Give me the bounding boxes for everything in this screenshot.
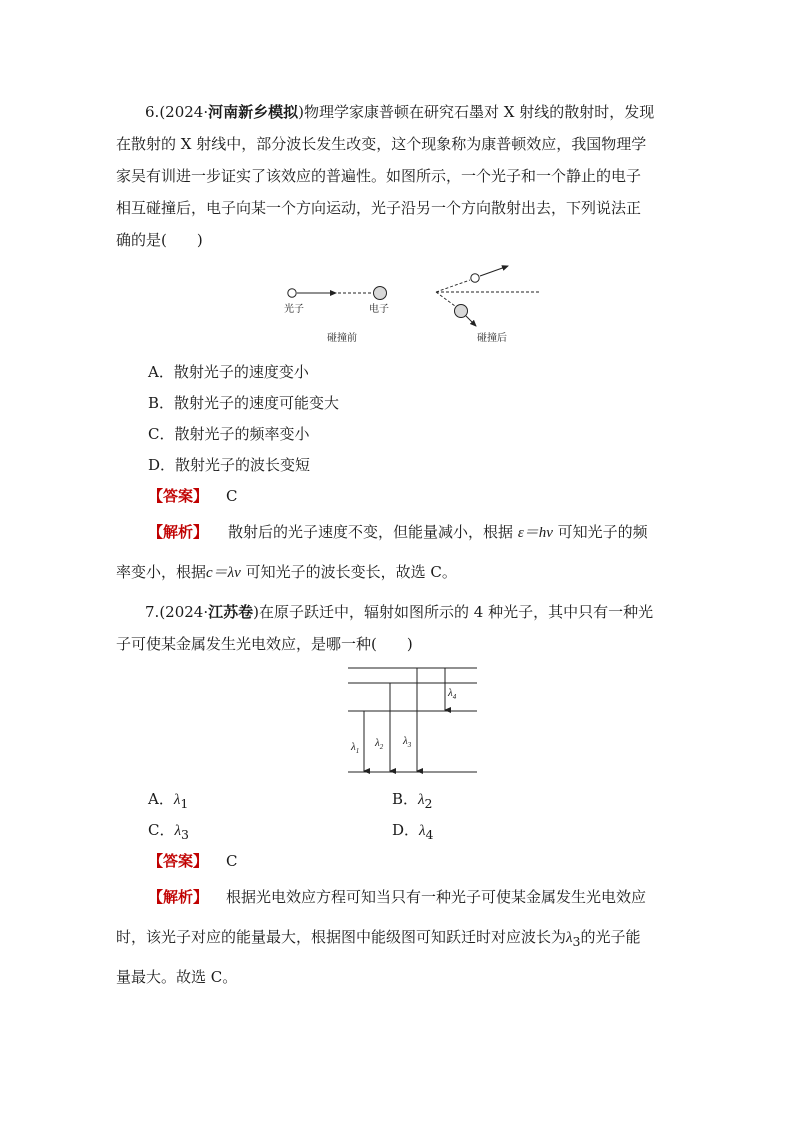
q6-answer — [148, 486, 238, 506]
q6-source-open: (2024· — [159, 103, 209, 121]
electron-before — [374, 287, 387, 300]
q7-option-c: C．$\lambda_3$ — [148, 821, 189, 842]
q6-option-a: A．散射光子的速度变小 — [148, 363, 309, 381]
q6-stem-line-5: 确的是( ) — [116, 231, 203, 249]
q6-option-c: C．散射光子的频率变小 — [148, 425, 310, 443]
answer-tag: 【答案】 — [148, 487, 209, 505]
photon-before — [288, 289, 296, 297]
q6-analysis-line-2: 率变小，根据c＝λν 可知光子的波长变长，故选 C。 — [116, 563, 457, 581]
q7-number: 7. — [145, 603, 160, 621]
caption-after: 碰撞后 — [477, 333, 507, 344]
label-lambda-4: $\lambda_4$ — [448, 687, 457, 701]
analysis-tag: 【解析】 — [148, 888, 209, 906]
q7-option-a: A．$\lambda_1$ — [148, 790, 189, 811]
q6-source: 河南新乡模拟 — [208, 103, 299, 121]
q7-analysis-line-2: 时，该光子对应的能量最大，根据图中能级图可知跃迁时对应波长为$\lambda_3$的光子能 — [116, 928, 641, 949]
q7-stem-line-2: 子可使某金属发生光电效应，是哪一种( ) — [116, 635, 413, 653]
q7-answer — [148, 851, 238, 871]
q7-analysis-line-3: 量最大。故选 C。 — [116, 968, 238, 986]
scattered-photon-path — [436, 280, 470, 292]
label-lambda-1: $\lambda_1$ — [351, 741, 360, 755]
q7-source-open: (2024· — [159, 603, 209, 621]
energy-level-figure — [344, 663, 480, 775]
q6-source-close: ) — [298, 103, 304, 121]
q7-analysis-line-1: 【解析】 根据光电效应方程可知当只有一种光子可使某金属发生光电效应 — [148, 888, 647, 906]
q7-option-d: D．$\lambda_4$ — [392, 821, 434, 842]
electron-path — [436, 292, 455, 306]
photon-after-arrow — [480, 266, 508, 276]
photon-after — [471, 274, 479, 282]
q6-number: 6. — [145, 103, 160, 121]
formula-energy: ε＝hν — [517, 525, 553, 541]
photon-label: 光子 — [284, 304, 304, 315]
analysis-tag: 【解析】 — [148, 523, 209, 541]
q6-option-d: D．散射光子的波长变短 — [148, 456, 311, 474]
answer-value: C — [226, 852, 238, 870]
electron-label: 电子 — [369, 304, 389, 315]
q6-analysis-line-1: 【解析】 散射后的光子速度不变，但能量减小，根据 ε＝hν 可知光子的频 — [148, 523, 648, 541]
q7-stem-line-1 — [145, 602, 653, 622]
q7-source: 江苏卷 — [208, 603, 254, 621]
q6-option-b: B．散射光子的速度可能变大 — [148, 394, 340, 412]
q6-stem-line-3: 家吴有训进一步证实了该效应的普遍性。如图所示，一个光子和一个静止的电子 — [116, 167, 642, 185]
q6-stem-text-1: 物理学家康普顿在研究石墨对 X 射线的散射时，发现 — [303, 103, 655, 121]
q6-stem-line-2: 在散射的 X 射线中，部分波长发生改变，这个现象称为康普顿效应，我国物理学 — [116, 135, 647, 153]
q6-stem-line-4: 相互碰撞后，电子向某一个方向运动，光子沿另一个方向散射出去，下列说法正 — [116, 199, 642, 217]
q7-stem-text-1: 在原子跃迁中，辐射如图所示的 4 种光子，其中只有一种光 — [258, 603, 654, 621]
label-lambda-3: $\lambda_3$ — [403, 735, 412, 749]
compton-figure — [280, 275, 550, 347]
electron-after-arrow — [466, 316, 476, 326]
formula-speed: c＝λν — [206, 565, 241, 581]
answer-value: C — [226, 487, 238, 505]
electron-after — [455, 305, 468, 318]
caption-before: 碰撞前 — [327, 333, 357, 344]
answer-tag: 【答案】 — [148, 852, 209, 870]
q7-option-b: B．$\lambda_2$ — [392, 790, 433, 811]
q6-stem-line-1 — [145, 102, 654, 122]
label-lambda-2: $\lambda_2$ — [375, 737, 384, 751]
q7-source-close: ) — [253, 603, 259, 621]
